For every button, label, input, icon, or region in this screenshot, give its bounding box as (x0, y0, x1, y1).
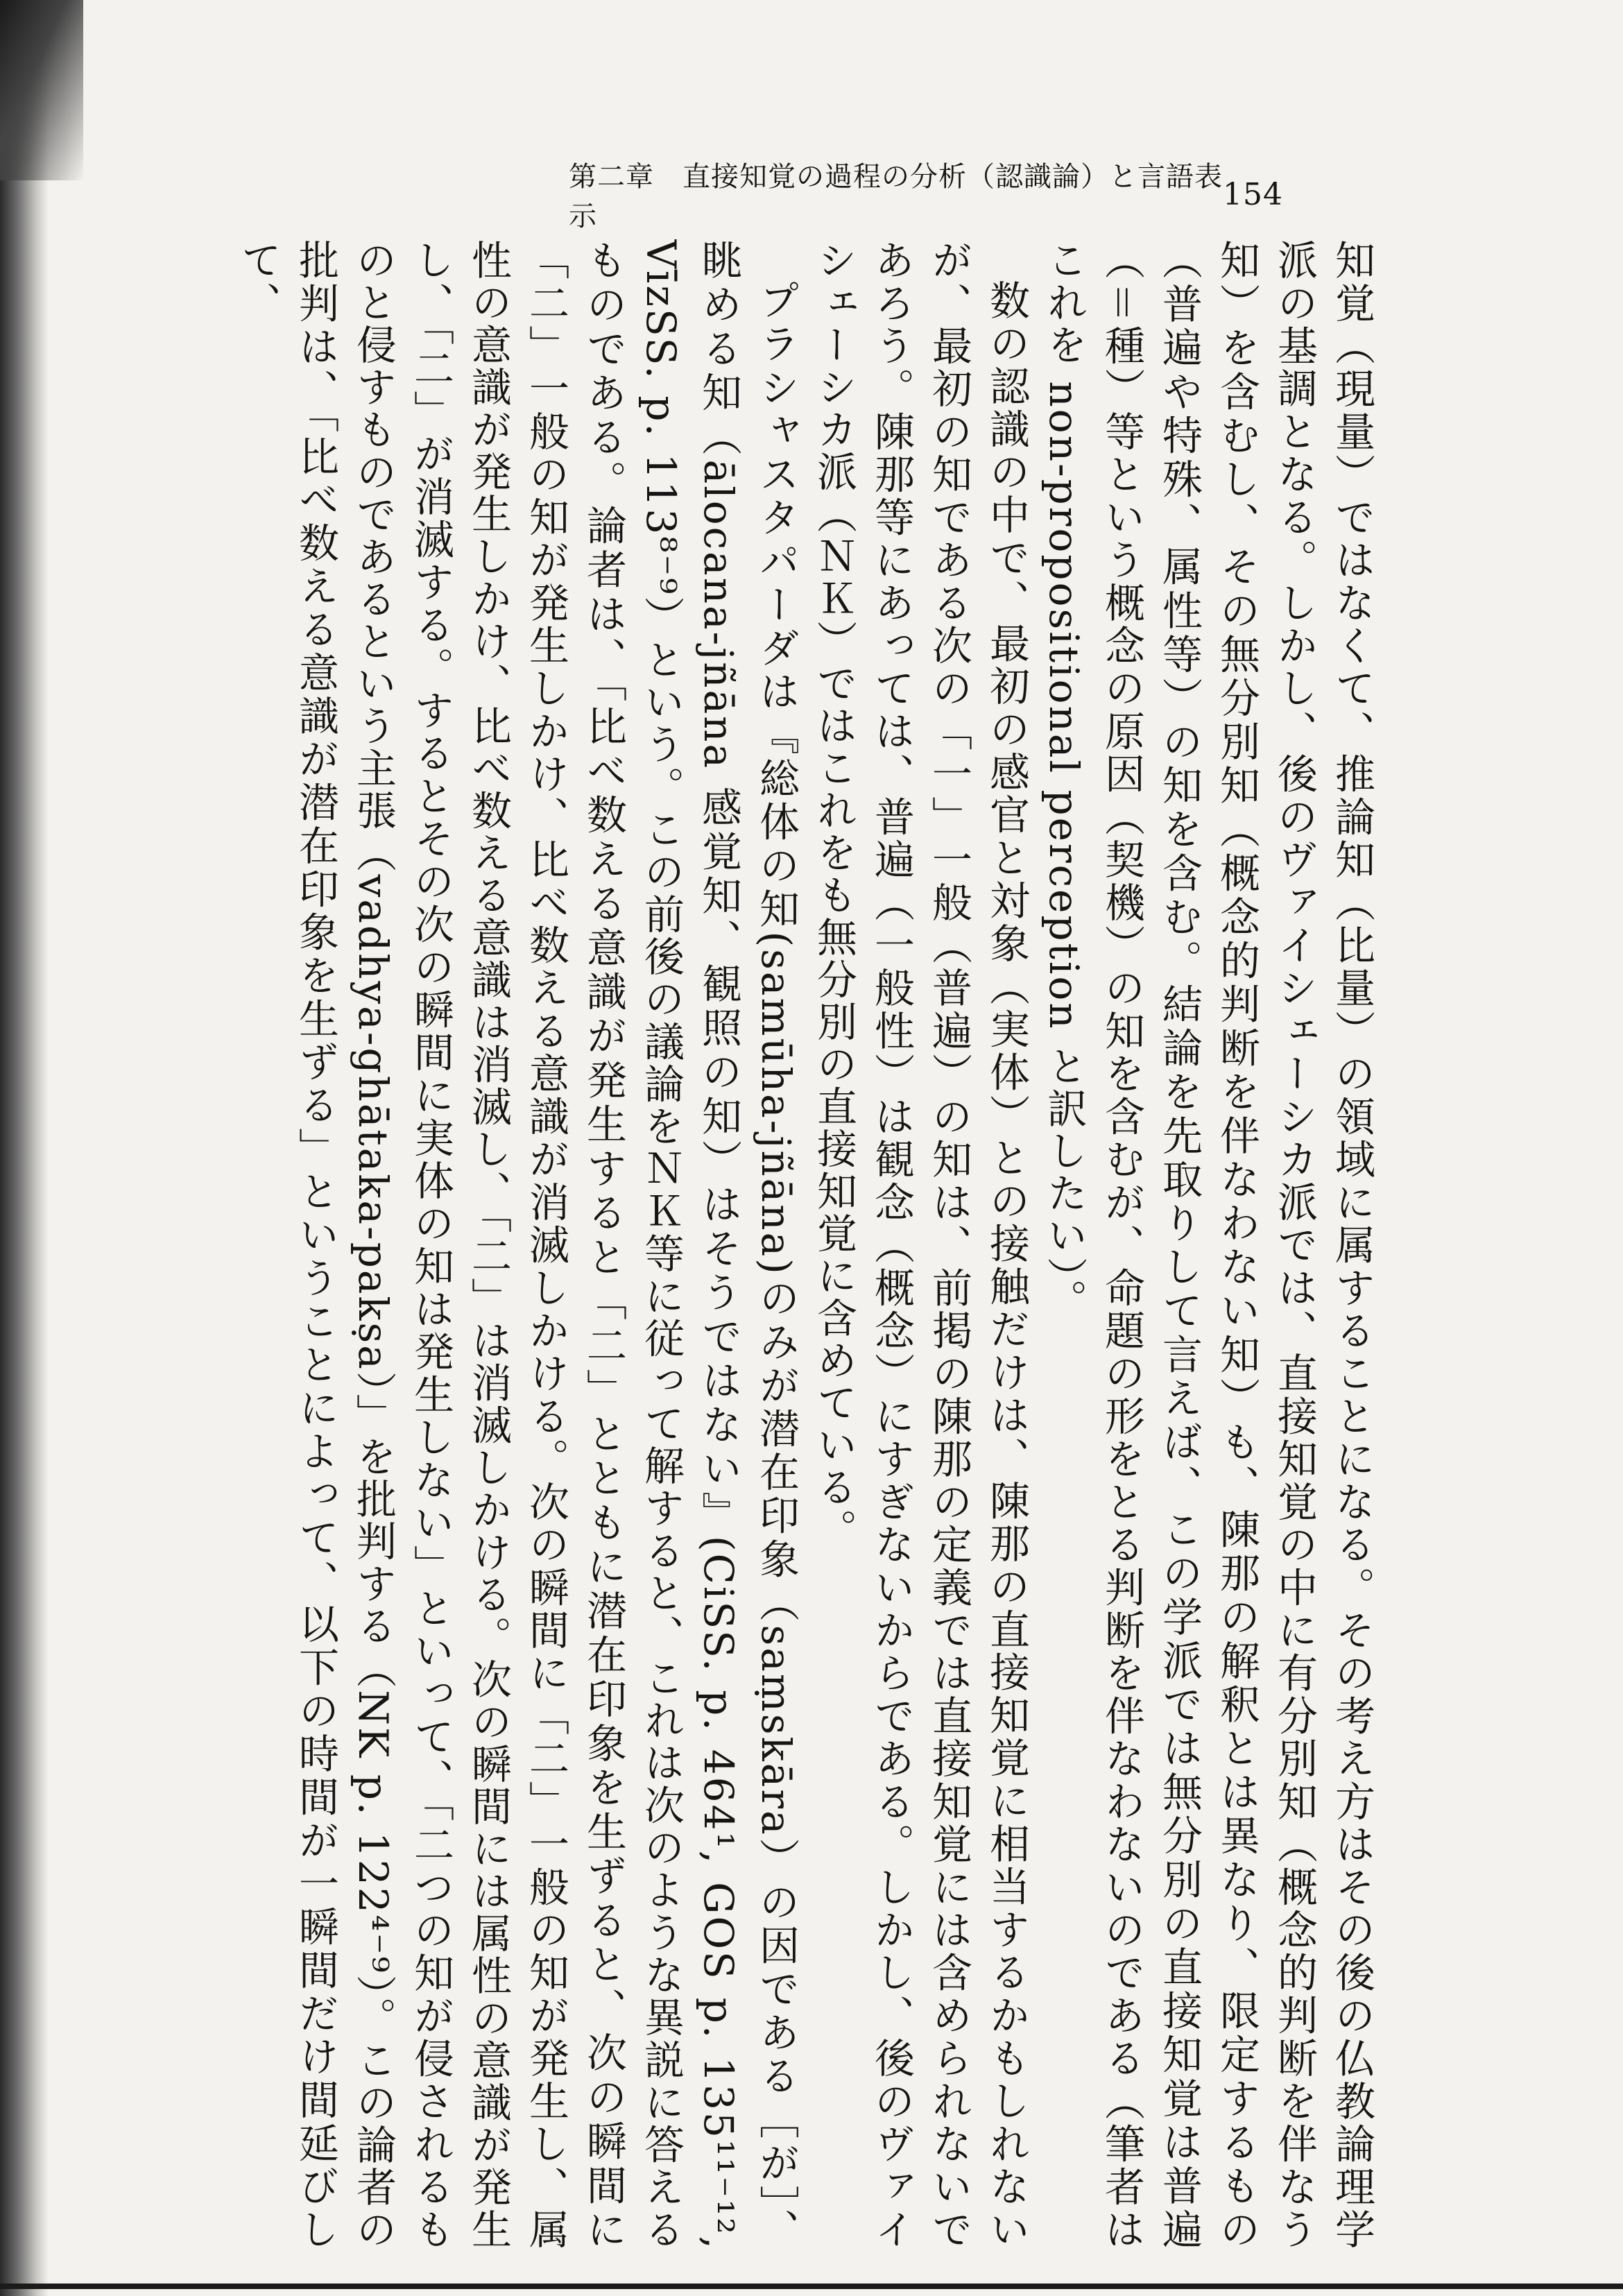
body-text (173, 239, 1380, 2251)
paragraph-2: 数の認識の中で、最初の感官と対象（実体）との接触だけは、陳那の直接知覚に相当するかもしれないが、最初の知である次の「一」一般（普遍）の知は、前掲の陳那の定義では直接知覚には含められないであろう。陳那等にあっては、普遍（一般性）は観念（概念）にすぎないからである。しかし、後のヴァイシェーシカ派（ＮＫ）ではこれをも無分別の直接知覚に含めている。 (810, 239, 1030, 2251)
running-header (569, 161, 1283, 232)
scan-shadow-corner (0, 0, 83, 180)
page-number: 154 (1223, 176, 1283, 212)
scan-shadow-edge (0, 0, 49, 2296)
running-title: 第二章 直接知覚の過程の分析（認識論）と言語表示 (569, 161, 1223, 232)
paragraph-3: プラシャスタパーダは『総体の知(samūha-jñāna)のみが潜在印象（saṃskāra）の因である［が］、眺める知（ālocana-jñāna 感覚知、観照の知）はそうではない』(CiSS. p. 464¹, GOS p. 135¹¹⁻¹², VīzSS. p. 113⁸⁻⁹）という。この前後の議論をＮＫ等に従って解すると、これは次のような異説に答えるものである。論者は、「比べ数える意識が発生すると「二」とともに潜在印象を生ずると、次の瞬間に「二」一般の知が発生しかけ、比べ数える意識が消滅しかける。次の瞬間に「二」一般の知が発生し、属性の意識が発生しかけ、比べ数える意識は消滅し、「二」は消滅しかける。次の瞬間には属性の意識が発生し、「二」が消滅する。するとその次の瞬間に実体の知は発生しない」といって、「二つの知が侵されるものと侵すものであるという主張（vadhya-ghātaka-pakṣa）」を批判する（NK p. 122⁴⁻⁹）。この論者の批判は、「比べ数える意識が潜在印象を生ずる」ということによって、以下の時間が一瞬間だけ間延びして、 (234, 239, 800, 2251)
paragraph-1: 知覚（現量）ではなくて、推論知（比量）の領域に属することになる。その考え方はその後の仏教論理学派の基調となる。しかし、後のヴァイシェーシカ派では、直接知覚の中に有分別知（概念的判断を伴なう知）を含むし、その無分別知（概念的判断を伴なわない知）も、陳那の解釈とは異なり、限定するもの（普遍や特殊、属性等）の知を含む。結論を先取りして言えば、この学派では無分別の直接知覚は普遍（＝種）等という概念の原因（契機）の知を含むが、命題の形をとる判断を伴なわないのである（筆者はこれを non-propositional perception と訳したい）。 (1040, 239, 1375, 2251)
scan-bottom-border (0, 2284, 1623, 2289)
